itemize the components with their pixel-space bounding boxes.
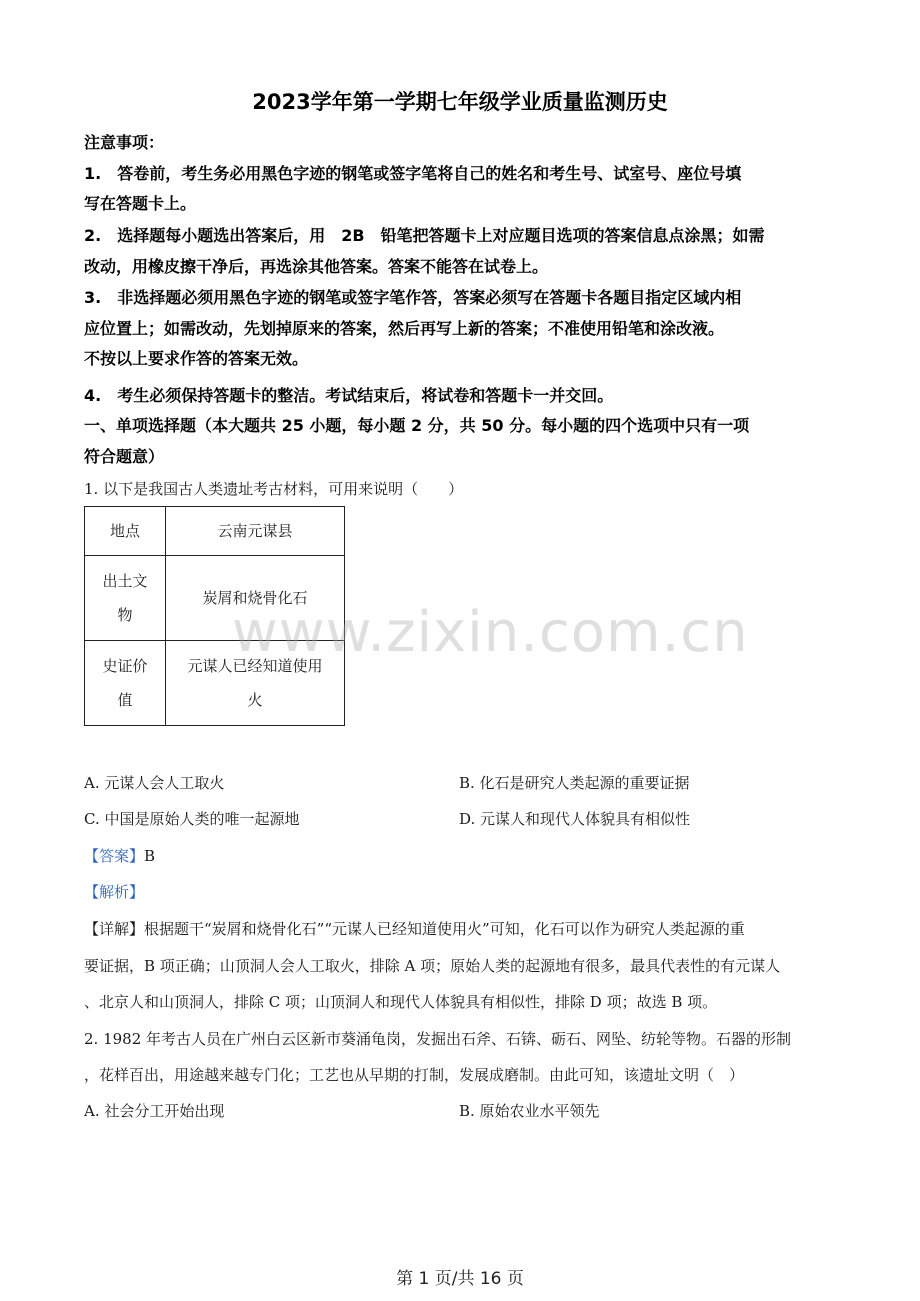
notice-line: 应位置上；如需改动，先划掉原来的答案，然后再写上新的答案；不准使用铅笔和涂改液。	[84, 319, 725, 338]
q2-option-b: B. 原始农业水平领先	[459, 1102, 600, 1120]
section-heading-cont: 符合题意）	[84, 447, 165, 466]
q1-answer	[84, 845, 155, 866]
answer-value: B	[144, 847, 156, 865]
detail-text: 根据题干“炭屑和烧骨化石”“元谋人已经知道使用火”可知，化石可以作为研究人类起源的重	[144, 920, 745, 938]
q1-detail-line: 要证据，B 项正确；山顶洞人会人工取火，排除 A 项；原始人类的起源地有很多，最具代表性的有元谋人	[84, 957, 781, 975]
q1-detail-line: 、北京人和山顶洞人，排除 C 项；山顶洞人和现代人体貌具有相似性，排除 D 项；故选 B 项。	[84, 993, 718, 1011]
q1-option-b: B. 化石是研究人类起源的重要证据	[459, 774, 690, 792]
page-number: 第 1 页/共 16 页	[396, 1269, 524, 1289]
label-line: 史证价	[102, 657, 148, 675]
analysis-tag: 【解析】	[84, 883, 145, 901]
notice-line: 1. 答卷前，考生务必用黑色字迹的钢笔或签字笔将自己的姓名和考生号、试室号、座位号填	[84, 164, 742, 183]
value-line: 火	[247, 691, 263, 709]
section-heading: 一、单项选择题（本大题共 25 小题，每小题 2 分，共 50 分。每小题的四个选项中只有一项	[84, 416, 750, 435]
q2-option-a: A. 社会分工开始出现	[84, 1102, 225, 1120]
label-line: 物	[117, 606, 133, 624]
notice-heading: 注意事项：	[84, 133, 165, 152]
q1-option-d: D. 元谋人和现代人体貌具有相似性	[459, 810, 691, 828]
watermark: www.zixin.com.cn	[232, 600, 749, 665]
notice-line: 改动，用橡皮擦干净后，再选涂其他答案。答案不能答在试卷上。	[84, 257, 549, 276]
detail-tag: 【详解】	[84, 920, 145, 938]
q2-stem-line: ，花样百出，用途越来越专门化；工艺也从早期的打制，发展成磨制。由此可知，该遗址文明（ ）	[84, 1066, 745, 1084]
q1-option-a: A. 元谋人会人工取火	[84, 774, 225, 792]
notice-line: 4. 考生必须保持答题卡的整洁。考试结束后，将试卷和答题卡一并交回。	[84, 386, 614, 405]
notice-line: 不按以上要求作答的答案无效。	[84, 349, 309, 368]
q1-stem: 1. 以下是我国古人类遗址考古材料，可用来说明（ ）	[84, 480, 464, 498]
table-row	[85, 507, 345, 556]
page-title: 2023学年第一学期七年级学业质量监测历史	[252, 90, 668, 114]
notice-line: 写在答题卡上。	[84, 194, 197, 213]
value-line: 元谋人已经知道使用	[187, 657, 323, 675]
notice-line: 3. 非选择题必须用黑色字迹的钢笔或签字笔作答，答案必须写在答题卡各题目指定区域内相	[84, 288, 742, 307]
table-cell-label	[85, 556, 166, 641]
q2-stem-line: 2. 1982 年考古人员在广州白云区新市葵涌龟岗，发掘出石斧、石锛、砺石、网坠、纺轮等物。石器的形制	[84, 1030, 792, 1048]
notice-line: 2. 选择题每小题选出答案后，用 2B 铅笔把答题卡上对应题目选项的答案信息点涂黑；如需	[84, 226, 765, 245]
table-cell-label	[85, 641, 166, 726]
answer-tag: 【答案】	[84, 847, 145, 865]
table-cell-value: 炭屑和烧骨化石	[166, 556, 345, 641]
table-cell-value: 云南元谋县	[166, 507, 345, 556]
label-line: 出土文	[102, 572, 148, 590]
label-line: 值	[117, 691, 133, 709]
q1-detail-line	[84, 918, 745, 939]
table-cell-label: 地点	[85, 507, 166, 556]
q1-option-c: C. 中国是原始人类的唯一起源地	[84, 810, 300, 828]
